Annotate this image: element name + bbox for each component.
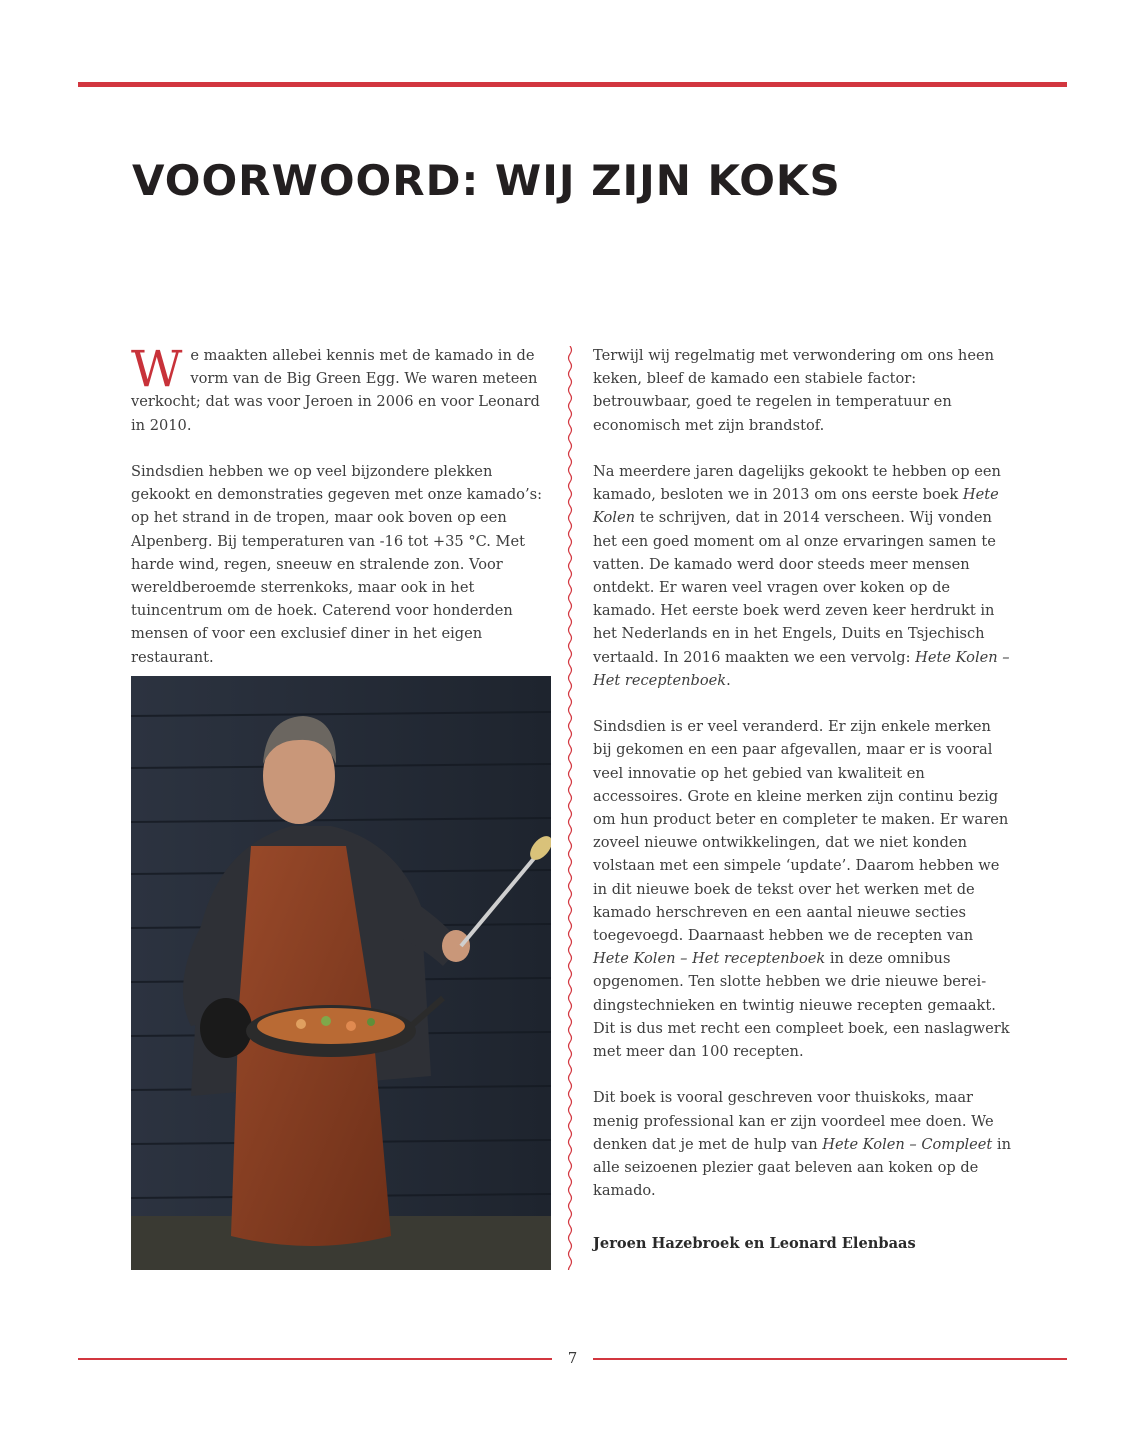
book-title: Hete Kolen – Het receptenboek	[593, 648, 1010, 689]
wavy-divider	[565, 346, 575, 1270]
left-column	[131, 340, 553, 692]
footer-rule-right	[593, 1358, 1067, 1360]
text-run: in alle seizoenen plezier gaat beleven aan koken op de kamado.	[593, 1135, 1012, 1200]
paragraph-thuiskoks	[593, 1086, 1011, 1202]
paragraph-na-meerdere-jaren	[593, 460, 1011, 692]
page-number: 7	[567, 1349, 578, 1367]
footer-rule-left	[78, 1358, 552, 1360]
drop-cap: W	[131, 340, 183, 398]
text-run: Dit boek is vooral geschreven voor thuiskoks, maar menig professional kan er zijn voordeel mee doen. We denken dat je met de hulp van	[593, 1089, 994, 1153]
author-signature: Jeroen Hazebroek en Leonard Elenbaas	[593, 1235, 916, 1253]
text-run: in deze omnibus opgenomen. Ten slotte hebben we drie nieuwe bereidingstechnieken en twintig nieuwe recepten gemaakt. Dit is dus met recht een compleet boek, een naslagwerk met meer dan 100 recepten.	[593, 950, 1010, 1061]
right-column	[593, 344, 1011, 1279]
text-run: te schrijven, dat in 2014 verscheen. Wij vonden het een goed moment om al onze ervaringen samen te vatten. De kamado werd door steeds meer mensen ontdekt. Er waren veel vragen over koken op de kamado. Het eerste boek werd zeven keer herdrukt in het Nederlands en in het Engels, Duits en Tsjechisch vertaald. In 2016 maakten we een vervolg:	[593, 509, 996, 666]
text-run: Na meerdere jaren dagelijks gekookt te hebben op een kamado, besloten we in 2013 om ons eerste boek	[593, 463, 1001, 504]
text-run: .	[726, 671, 731, 689]
page-title: VOORWOORD: WIJ ZIJN KOKS	[132, 156, 841, 205]
book-title: Hete Kolen – Compleet	[822, 1135, 993, 1153]
book-title: Hete Kolen	[593, 486, 999, 527]
paragraph-sindsdien-veranderd	[593, 715, 1011, 1063]
intro-text: e maakten allebei kennis met de kamado in de vorm van de Big Green Egg. We waren meteen verkocht; dat was voor Jeroen in 2006 en voor Leonard in 2010.	[131, 347, 540, 434]
intro-paragraph	[131, 340, 553, 437]
paragraph-sindsdien: Sindsdien hebben we op veel bijzondere plekken gekookt en demonstraties gegeven met onze kamado’s: op het strand in de tropen, maar ook boven op een Alpenberg. Bij temperaturen van -16 tot +35 °C. Met harde wind, regen, sneeuw en stralende zon. Voor wereldberoemde sterrenkoks, maar ook in het tuincentrum om de hoek. Caterend voor honderden mensen of voor een exclusief diner in het eigen restaurant.	[131, 463, 543, 666]
paragraph-terwijl: Terwijl wij regelmatig met verwondering om ons heen keken, bleef de kamado een stabiele factor: betrouwbaar, goed te regelen in temperatuur en economisch met zijn brandstof.	[593, 347, 994, 434]
top-rule	[78, 82, 1067, 87]
book-title: Hete Kolen – Het receptenboek	[593, 950, 826, 968]
chef-photo	[131, 676, 551, 1270]
text-run: Sindsdien is er veel veranderd. Er zijn enkele merken bij gekomen en een paar afgevallen, maar er is vooral veel innovatie op het gebied van kwaliteit en accessoires. Grote en kleine merken zijn continu bezig om hun product beter en completer te maken. Er waren zoveel nieuwe ontwikkelingen, dat we niet konden volstaan met een simpele ‘update’. Daarom hebben we in dit nieuwe boek de tekst over het werken met de kamado herschreven en een aantal nieuwe secties toegevoegd. Daarnaast hebben we de recepten van	[593, 718, 1009, 945]
